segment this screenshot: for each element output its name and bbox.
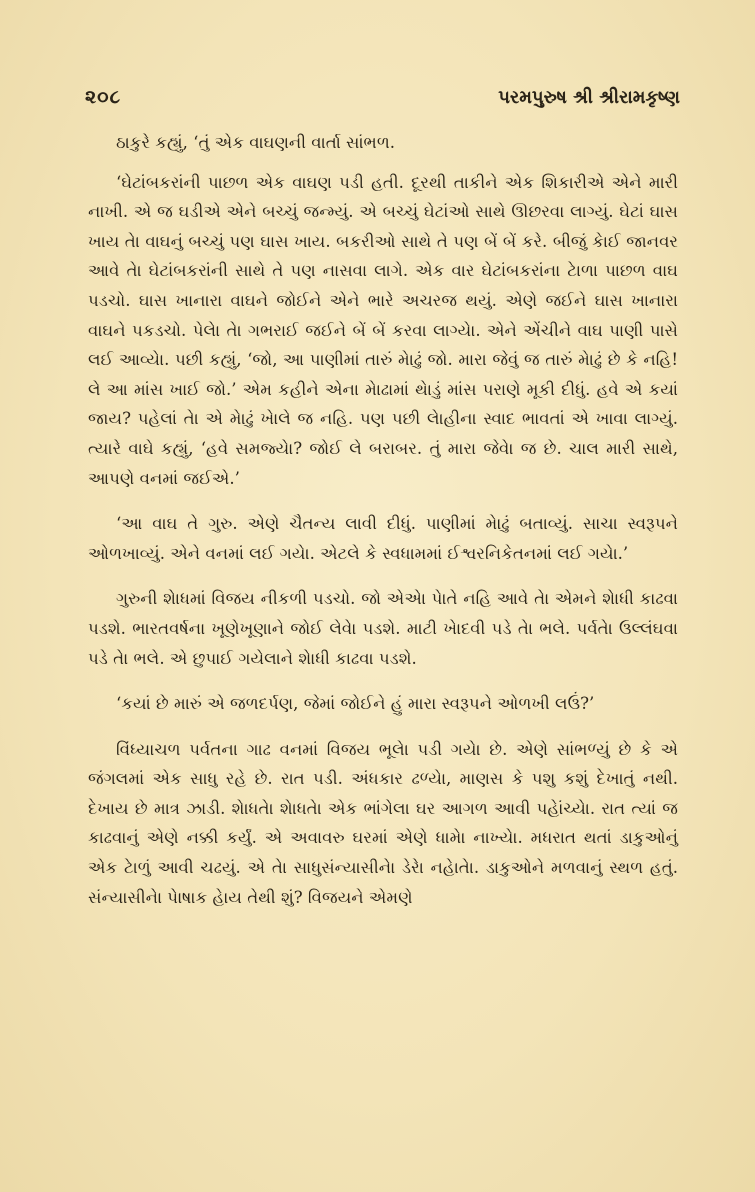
paragraph: ઠાકુરે કહ્યું, ‘તું એક વાઘણની વાર્તા સાંભળ. <box>116 133 396 152</box>
paragraph: ગુરુની શેાધમાં વિજય નીકળી પડચો. જો એએા પેાતે નહિ આવે તેા એમને શેાધી કાઢવા પડશે. ભારતવર્ષના ખૂણેખૂણાને જોઈ લેવેા પડશે. માટી ખેાદવી પડે તેા ભલે. પર્વતેા ઉલ્લંઘવા પડે તેા ભલે. એ છુપાઈ ગયેલાને શેાધી કાઢવા પડશે. <box>88 589 678 668</box>
paragraph: ‘ઘેટાંબકરાંની પાછળ એક વાઘણ પડી હતી. દૂરથી તાકીને એક શિકારીએ એને મારી નાખી. એ જ ઘડીએ એને બચ્ચું જન્મ્યું. એ બચ્ચું ઘેટાંઓ સાથે ઊછરવા લાગ્યું. ઘેટાં ઘાસ ખાય તેા વાઘનું બચ્ચું પણ ઘાસ ખાય. બકરીઓ સાથે તે પણ બેં બેં કરે. બીજું કેાઈ જાનવર આવે તેા ઘેટાંબકરાંની સાથે તે પણ નાસવા લાગે. એક વાર ઘેટાંબકરાંના ટેાળા પાછળ વાઘ પડચો. ઘાસ ખાનારા વાઘને જોઈને એને ભારે અચરજ થયું. એણે જઈને ઘાસ ખાનારા વાઘને પકડચો. પેલેા તેા ગભરાઈ જઈને બેં બેં કરવા લાગ્યેા. એને એંચીને વાઘ પાણી પાસે લઈ આવ્યેા. પછી કહ્યું, ‘જો, આ પાણીમાં તારું મેાઢું જો. મારા જેવું જ તારું મેાઢું છે કે નહિ! લે આ માંસ ખાઈ જો.’ એમ કહીને એના મેાઢામાં થેાડું માંસ પરાણે મૂકી દીધું. હવે એ કયાં જાય? પહેલાં તેા એ મેાઢું ખેાલે જ નહિ. પણ પછી લેાહીના સ્વાદ ભાવતાં એ ખાવા લાગ્યું. ત્યારે વાઘે કહ્યું, ‘હવે સમજ્યેા? જોઈ લે બરાબર. તું મારા જેવેા જ છે. ચાલ મારી સાથે, આપણે વનમાં જઈએ.’ <box>88 172 678 488</box>
page-number: ૨૦૮ <box>85 86 122 108</box>
paragraph: ‘આ વાઘ તે ગુરુ. એણે ચૈતન્ય લાવી દીધું. પાણીમાં મેાઢું બતાવ્યું. સાચા સ્વરૂપને ઓળખાવ્યું. એને વનમાં લઈ ગયેા. એટલે કે સ્વધામમાં ઈશ્વરનિકેતનમાં લઈ ગયેા.’ <box>88 514 678 563</box>
page-header <box>85 80 680 114</box>
paragraph: વિંધ્યાચળ પર્વતના ગાઢ વનમાં વિજય ભૂલેા પડી ગયેા છે. એણે સાંભળ્યું છે કે એ જંગલમાં એક સાધુ રહે છે. રાત પડી. અંધકાર ઢળ્યેા, માણસ કે પશુ કશું દેખાતું નથી. દેખાય છે માત્ર ઝાડી. શેાધતેા શેાધતેા એક ભાંગેલા ઘર આગળ આવી પહેાંચ્યેા. રાત ત્યાં જ કાઢવાનું એણે નક્કી કર્યું. એ અવાવરુ ઘરમાં એણે ધામેા નાખ્યેા. મધરાત થતાં ડાકુઓનું એક ટેાળું આવી ચઢયું. એ તેા સાધુસંન્યાસીનેા ડેરેા નહેાતેા. ડાકુઓને મળવાનું સ્થળ હતું. સંન્યાસીનેા પેાષાક હેાય તેથી શું? વિજયને એમણે <box>88 739 678 907</box>
running-title: પરમપુરુષ શ્રી શ્રીરામકૃષ્ણ <box>498 86 680 108</box>
paragraph: ‘કયાં છે મારું એ જળદર્પણ, જેમાં જોઈને હું મારા સ્વરૂપને ઓળખી લઉં?’ <box>116 694 595 714</box>
body-text <box>88 128 678 928</box>
